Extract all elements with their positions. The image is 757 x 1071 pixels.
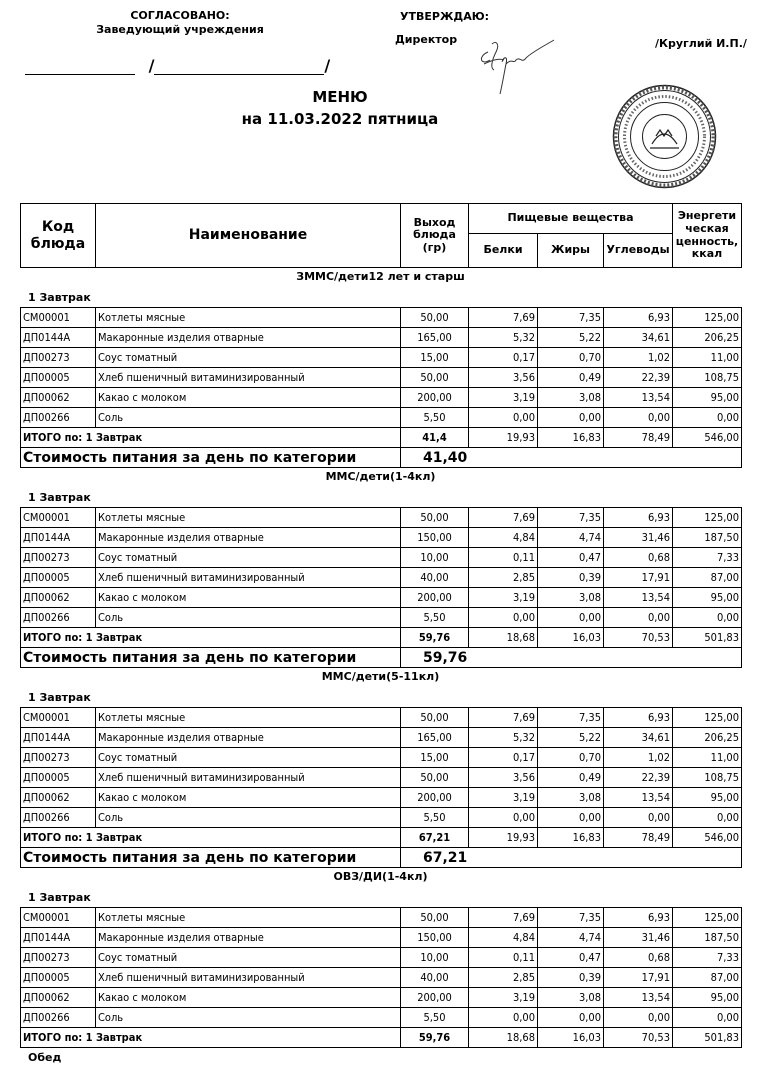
- dish-carbs: 6,93: [604, 508, 673, 528]
- section-title: ММС/дети(5-11кл): [321, 670, 440, 683]
- cost-row: [21, 648, 742, 668]
- dish-energy: 187,50: [673, 528, 742, 548]
- meal-title: 1 Завтрак: [28, 691, 91, 704]
- table-row: [21, 608, 742, 628]
- dish-fat: 0,47: [538, 948, 604, 968]
- dish-fat: 0,39: [538, 568, 604, 588]
- dish-energy: 95,00: [673, 388, 742, 408]
- dish-name: Котлеты мясные: [96, 308, 401, 328]
- dish-energy: 11,00: [673, 748, 742, 768]
- dish-carbs: 13,54: [604, 588, 673, 608]
- dish-fat: 0,00: [538, 608, 604, 628]
- dish-name: Котлеты мясные: [96, 508, 401, 528]
- dish-energy: 87,00: [673, 968, 742, 988]
- dish-carbs: 0,68: [604, 948, 673, 968]
- dish-output: 50,00: [401, 768, 469, 788]
- dish-protein: 0,17: [469, 348, 538, 368]
- dish-carbs: 0,68: [604, 548, 673, 568]
- cost-row: [21, 448, 742, 468]
- dish-fat: 0,00: [538, 1008, 604, 1028]
- dish-carbs: 31,46: [604, 528, 673, 548]
- dish-fat: 7,35: [538, 308, 604, 328]
- dish-protein: 2,85: [469, 968, 538, 988]
- dish-carbs: 0,00: [604, 808, 673, 828]
- cost-label: Стоимость питания за день по категории: [21, 848, 401, 868]
- total-carbs: 70,53: [604, 1028, 673, 1048]
- col-name: Наименование: [96, 204, 401, 268]
- dish-fat: 0,39: [538, 968, 604, 988]
- dish-name: Котлеты мясные: [96, 908, 401, 928]
- dish-carbs: 34,61: [604, 328, 673, 348]
- dish-fat: 0,70: [538, 748, 604, 768]
- dish-energy: 108,75: [673, 768, 742, 788]
- dish-energy: 206,25: [673, 728, 742, 748]
- dish-name: Макаронные изделия отварные: [96, 928, 401, 948]
- total-fat: 16,03: [538, 1028, 604, 1048]
- slash: /: [148, 56, 155, 75]
- dish-code: СМ00001: [21, 508, 96, 528]
- dish-code: ДП0144А: [21, 528, 96, 548]
- dish-output: 5,50: [401, 808, 469, 828]
- signature-icon: [470, 30, 570, 100]
- dish-energy: 95,00: [673, 588, 742, 608]
- dish-energy: 7,33: [673, 948, 742, 968]
- table-row: [21, 348, 742, 368]
- approver-position: Заведующий учреждения: [96, 23, 264, 36]
- dish-output: 165,00: [401, 728, 469, 748]
- col-fat: Жиры: [538, 234, 604, 268]
- menu-section-table: [20, 307, 742, 468]
- dish-protein: 7,69: [469, 708, 538, 728]
- table-row: [21, 368, 742, 388]
- dish-name: Какао с молоком: [96, 588, 401, 608]
- dish-protein: 3,19: [469, 388, 538, 408]
- total-protein: 18,68: [469, 1028, 538, 1048]
- dish-code: ДП00273: [21, 948, 96, 968]
- dish-fat: 5,22: [538, 728, 604, 748]
- total-label: ИТОГО по: 1 Завтрак: [21, 428, 401, 448]
- dish-carbs: 13,54: [604, 388, 673, 408]
- table-row: [21, 308, 742, 328]
- dish-energy: 87,00: [673, 568, 742, 588]
- dish-code: ДП0144А: [21, 928, 96, 948]
- table-row: [21, 948, 742, 968]
- total-protein: 19,93: [469, 428, 538, 448]
- dish-fat: 4,74: [538, 528, 604, 548]
- dish-protein: 3,19: [469, 788, 538, 808]
- dish-code: ДП00266: [21, 1008, 96, 1028]
- dish-name: Соль: [96, 608, 401, 628]
- table-row: [21, 748, 742, 768]
- menu-date: на 11.03.2022 пятница: [241, 110, 439, 128]
- dish-carbs: 22,39: [604, 368, 673, 388]
- dish-energy: 0,00: [673, 608, 742, 628]
- dish-carbs: 6,93: [604, 708, 673, 728]
- total-output: 59,76: [401, 628, 469, 648]
- total-row: [21, 1028, 742, 1048]
- dish-carbs: 17,91: [604, 568, 673, 588]
- dish-fat: 0,49: [538, 368, 604, 388]
- col-nutrients: Пищевые вещества: [469, 204, 673, 234]
- dish-protein: 3,56: [469, 368, 538, 388]
- dish-output: 40,00: [401, 968, 469, 988]
- table-row: [21, 968, 742, 988]
- dish-fat: 0,00: [538, 808, 604, 828]
- dish-energy: 0,00: [673, 408, 742, 428]
- dish-fat: 4,74: [538, 928, 604, 948]
- dish-code: ДП00062: [21, 988, 96, 1008]
- approved-label: СОГЛАСОВАНО:: [130, 9, 230, 22]
- dish-carbs: 1,02: [604, 348, 673, 368]
- total-energy: 501,83: [673, 628, 742, 648]
- table-row: [21, 728, 742, 748]
- menu-section-table: [20, 507, 742, 668]
- total-label: ИТОГО по: 1 Завтрак: [21, 828, 401, 848]
- official-stamp-icon: [612, 84, 717, 189]
- dish-name: Какао с молоком: [96, 988, 401, 1008]
- dish-code: ДП00266: [21, 808, 96, 828]
- director-name: /Круглий И.П./: [655, 37, 747, 50]
- dish-code: СМ00001: [21, 308, 96, 328]
- dish-protein: 7,69: [469, 908, 538, 928]
- dish-output: 50,00: [401, 368, 469, 388]
- dish-fat: 3,08: [538, 388, 604, 408]
- dish-output: 50,00: [401, 908, 469, 928]
- total-carbs: 70,53: [604, 628, 673, 648]
- dish-code: ДП00005: [21, 568, 96, 588]
- dish-fat: 7,35: [538, 908, 604, 928]
- table-row: [21, 328, 742, 348]
- dish-code: ДП00005: [21, 368, 96, 388]
- dish-energy: 108,75: [673, 368, 742, 388]
- cost-value: 67,21: [401, 848, 742, 868]
- dish-name: Макаронные изделия отварные: [96, 728, 401, 748]
- dish-protein: 0,00: [469, 1008, 538, 1028]
- total-row: [21, 628, 742, 648]
- dish-name: Какао с молоком: [96, 388, 401, 408]
- dish-protein: 4,84: [469, 528, 538, 548]
- dish-fat: 0,70: [538, 348, 604, 368]
- cost-value: 59,76: [401, 648, 742, 668]
- dish-output: 150,00: [401, 928, 469, 948]
- dish-carbs: 13,54: [604, 988, 673, 1008]
- dish-fat: 3,08: [538, 988, 604, 1008]
- dish-code: ДП00266: [21, 608, 96, 628]
- total-protein: 19,93: [469, 828, 538, 848]
- dish-fat: 0,00: [538, 408, 604, 428]
- dish-output: 5,50: [401, 408, 469, 428]
- menu-section-table: [20, 907, 742, 1048]
- dish-code: ДП00005: [21, 768, 96, 788]
- director-label: Директор: [395, 33, 458, 46]
- dish-energy: 125,00: [673, 908, 742, 928]
- dish-output: 10,00: [401, 548, 469, 568]
- col-protein: Белки: [469, 234, 538, 268]
- dish-energy: 206,25: [673, 328, 742, 348]
- dish-name: Соль: [96, 408, 401, 428]
- dish-name: Соль: [96, 808, 401, 828]
- total-carbs: 78,49: [604, 828, 673, 848]
- dish-code: ДП00062: [21, 388, 96, 408]
- dish-protein: 5,32: [469, 728, 538, 748]
- total-fat: 16,83: [538, 828, 604, 848]
- dish-energy: 0,00: [673, 1008, 742, 1028]
- dish-fat: 7,35: [538, 508, 604, 528]
- cost-label: Стоимость питания за день по категории: [21, 648, 401, 668]
- dish-carbs: 31,46: [604, 928, 673, 948]
- section-title: ОВЗ/ДИ(1-4кл): [333, 870, 428, 883]
- dish-protein: 0,11: [469, 548, 538, 568]
- dish-fat: 3,08: [538, 788, 604, 808]
- dish-energy: 125,00: [673, 308, 742, 328]
- dish-name: Соус томатный: [96, 748, 401, 768]
- total-label: ИТОГО по: 1 Завтрак: [21, 1028, 401, 1048]
- dish-name: Соус томатный: [96, 548, 401, 568]
- dish-protein: 0,17: [469, 748, 538, 768]
- dish-fat: 7,35: [538, 708, 604, 728]
- dish-carbs: 6,93: [604, 308, 673, 328]
- dish-code: ДП0144А: [21, 328, 96, 348]
- dish-energy: 0,00: [673, 808, 742, 828]
- dish-output: 165,00: [401, 328, 469, 348]
- dish-output: 40,00: [401, 568, 469, 588]
- table-row: [21, 988, 742, 1008]
- dish-protein: 7,69: [469, 308, 538, 328]
- table-row: [21, 388, 742, 408]
- dish-name: Хлеб пшеничный витаминизированный: [96, 368, 401, 388]
- table-row: [21, 768, 742, 788]
- total-label: ИТОГО по: 1 Завтрак: [21, 628, 401, 648]
- dish-output: 50,00: [401, 308, 469, 328]
- dish-carbs: 0,00: [604, 608, 673, 628]
- total-row: [21, 828, 742, 848]
- dish-output: 200,00: [401, 788, 469, 808]
- dish-code: ДП00273: [21, 748, 96, 768]
- total-energy: 501,83: [673, 1028, 742, 1048]
- dish-output: 10,00: [401, 948, 469, 968]
- dish-protein: 3,19: [469, 588, 538, 608]
- dish-fat: 0,49: [538, 768, 604, 788]
- dish-name: Макаронные изделия отварные: [96, 328, 401, 348]
- dish-carbs: 13,54: [604, 788, 673, 808]
- table-row: [21, 568, 742, 588]
- dish-fat: 0,47: [538, 548, 604, 568]
- name-blank: [154, 58, 324, 75]
- dish-output: 50,00: [401, 508, 469, 528]
- dish-output: 50,00: [401, 708, 469, 728]
- table-row: [21, 528, 742, 548]
- dish-fat: 5,22: [538, 328, 604, 348]
- dish-code: ДП0144А: [21, 728, 96, 748]
- total-energy: 546,00: [673, 828, 742, 848]
- dish-protein: 5,32: [469, 328, 538, 348]
- dish-output: 200,00: [401, 588, 469, 608]
- dish-name: Какао с молоком: [96, 788, 401, 808]
- dish-output: 15,00: [401, 348, 469, 368]
- dish-energy: 187,50: [673, 928, 742, 948]
- dish-output: 15,00: [401, 748, 469, 768]
- dish-name: Соль: [96, 1008, 401, 1028]
- meal-title: 1 Завтрак: [28, 291, 91, 304]
- dish-output: 200,00: [401, 388, 469, 408]
- dish-energy: 95,00: [673, 788, 742, 808]
- dish-carbs: 17,91: [604, 968, 673, 988]
- meal-title: 1 Завтрак: [28, 891, 91, 904]
- menu-table-header: [20, 203, 742, 268]
- cost-label: Стоимость питания за день по категории: [21, 448, 401, 468]
- total-energy: 546,00: [673, 428, 742, 448]
- table-row: [21, 788, 742, 808]
- dish-energy: 125,00: [673, 508, 742, 528]
- total-fat: 16,83: [538, 428, 604, 448]
- table-row: [21, 808, 742, 828]
- dish-output: 5,50: [401, 608, 469, 628]
- dish-code: СМ00001: [21, 908, 96, 928]
- dish-code: ДП00062: [21, 788, 96, 808]
- dish-protein: 3,19: [469, 988, 538, 1008]
- dish-name: Хлеб пшеничный витаминизированный: [96, 768, 401, 788]
- dish-protein: 4,84: [469, 928, 538, 948]
- dish-code: ДП00062: [21, 588, 96, 608]
- col-carbs: Углеводы: [604, 234, 673, 268]
- table-row: [21, 908, 742, 928]
- dish-protein: 2,85: [469, 568, 538, 588]
- dish-name: Макаронные изделия отварные: [96, 528, 401, 548]
- dish-output: 5,50: [401, 1008, 469, 1028]
- dish-protein: 3,56: [469, 768, 538, 788]
- dish-code: СМ00001: [21, 708, 96, 728]
- dish-name: Хлеб пшеничный витаминизированный: [96, 568, 401, 588]
- signature-blank: [25, 58, 135, 75]
- dish-carbs: 0,00: [604, 1008, 673, 1028]
- dish-output: 150,00: [401, 528, 469, 548]
- dish-code: ДП00266: [21, 408, 96, 428]
- dish-protein: 0,00: [469, 408, 538, 428]
- col-output: Выход блюда (гр): [401, 204, 469, 268]
- total-output: 59,76: [401, 1028, 469, 1048]
- dish-output: 200,00: [401, 988, 469, 1008]
- dish-name: Соус томатный: [96, 948, 401, 968]
- meal-title: 1 Завтрак: [28, 491, 91, 504]
- dish-code: ДП00273: [21, 548, 96, 568]
- next-meal-title: Обед: [28, 1051, 62, 1064]
- dish-carbs: 6,93: [604, 908, 673, 928]
- dish-protein: 0,11: [469, 948, 538, 968]
- dish-energy: 7,33: [673, 548, 742, 568]
- total-output: 67,21: [401, 828, 469, 848]
- dish-name: Котлеты мясные: [96, 708, 401, 728]
- dish-name: Хлеб пшеничный витаминизированный: [96, 968, 401, 988]
- table-row: [21, 708, 742, 728]
- dish-protein: 7,69: [469, 508, 538, 528]
- dish-protein: 0,00: [469, 608, 538, 628]
- dish-name: Соус томатный: [96, 348, 401, 368]
- total-output: 41,4: [401, 428, 469, 448]
- dish-protein: 0,00: [469, 808, 538, 828]
- dish-code: ДП00005: [21, 968, 96, 988]
- section-title: ЗММС/дети12 лет и старш: [296, 270, 465, 283]
- table-row: [21, 408, 742, 428]
- dish-carbs: 0,00: [604, 408, 673, 428]
- section-title: ММС/дети(1-4кл): [325, 470, 436, 483]
- confirm-label: УТВЕРЖДАЮ:: [400, 10, 490, 23]
- dish-energy: 125,00: [673, 708, 742, 728]
- total-row: [21, 428, 742, 448]
- dish-carbs: 34,61: [604, 728, 673, 748]
- dish-energy: 95,00: [673, 988, 742, 1008]
- total-fat: 16,03: [538, 628, 604, 648]
- dish-code: ДП00273: [21, 348, 96, 368]
- approver-signature-lines: [25, 56, 330, 75]
- menu-title: МЕНЮ: [312, 88, 368, 106]
- table-row: [21, 928, 742, 948]
- dish-fat: 3,08: [538, 588, 604, 608]
- total-protein: 18,68: [469, 628, 538, 648]
- table-row: [21, 508, 742, 528]
- table-row: [21, 1008, 742, 1028]
- slash: /: [324, 56, 331, 75]
- table-row: [21, 588, 742, 608]
- cost-value: 41,40: [401, 448, 742, 468]
- dish-carbs: 1,02: [604, 748, 673, 768]
- col-energy: Энергети ческая ценность, ккал: [673, 204, 742, 268]
- col-code: Код блюда: [21, 204, 96, 268]
- dish-carbs: 22,39: [604, 768, 673, 788]
- total-carbs: 78,49: [604, 428, 673, 448]
- dish-energy: 11,00: [673, 348, 742, 368]
- cost-row: [21, 848, 742, 868]
- menu-section-table: [20, 707, 742, 868]
- table-row: [21, 548, 742, 568]
